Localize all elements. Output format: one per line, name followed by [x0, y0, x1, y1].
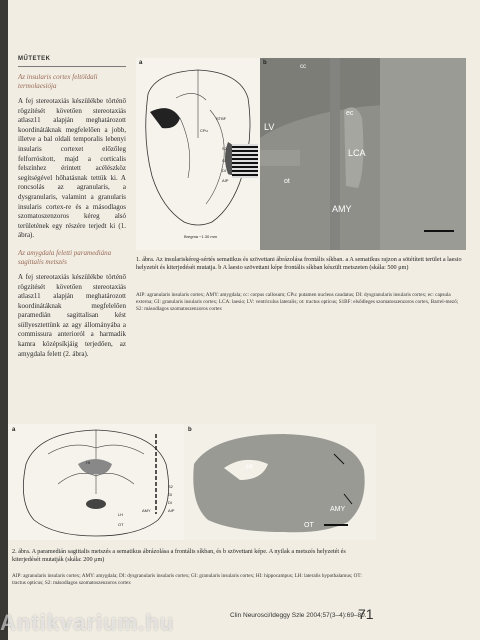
schematic2-label-di: DI [168, 500, 172, 505]
photo-label-amy: AMY [332, 204, 352, 214]
figure1-abbreviations: AIP: agranularis insularis cortex; AMY: amygdala; cc: corpus callosum; CPu: putamen nucleus caudatus; DI: dysgranularis insularis cortex; ec: capsula externa; GI: granularis insularis cortex; LCA: laesio; LV: ventriculus lateralis; ot: tractus opticus; S1BF: elsődleges szomatoszenzoros cortex, Barrel-mező; S2: másodlagos szomatoszenzoros cortex [136, 292, 459, 312]
schematic2-label-ot: OT [118, 522, 124, 527]
journal-page [8, 0, 480, 640]
figure-1 [136, 58, 466, 250]
bregma-label: Bregma −1.30 mm [184, 234, 218, 239]
schematic-label-s2: S2 [222, 146, 227, 151]
schematic2-label-s2: S2 [168, 484, 173, 489]
paragraph-2: A fej stereotaxiás készülékbe történő rögzítését követően stereotaxiás atlasz11 alapján meghatározott koordinátáknak megfelelően paramedián sagittalisan kést süllyesztettünk az agy állományába a commissura anterioról a harmadik kamra középsíkjáig terjedően, az amygdala felett (2. ábra). [18, 272, 126, 358]
figure2-caption: 2. ábra. A paramedián sagittalis metszés a sematikus ábrázolása a frontális síkban, és b szövettani képe. A nyilak a metszés helyzetét és kiterjedését mutatják (skála: 200 μm) [12, 548, 346, 563]
figure1-panel-a-label: a [139, 60, 143, 66]
schematic-label-gi: GI [222, 158, 227, 163]
figure1-schematic-panel [136, 58, 260, 250]
section-tag: MŰTETEK [18, 56, 51, 62]
photo-label-cc: cc [300, 64, 306, 70]
photo2-label-amy: AMY [330, 506, 346, 513]
section1-title: Az insularis cortex feltöldali termolaesiója [18, 73, 98, 90]
schematic2-label-gi: GI [168, 492, 173, 497]
figure2-schematic-panel [8, 424, 184, 540]
section2-title: Az amygdala feletti paramediána sagittalis metszés [18, 248, 112, 266]
figure2-panel-b-label: b [188, 427, 192, 433]
schematic2-label-aip: AIP [168, 508, 175, 513]
photo-label-lv: LV [264, 122, 275, 132]
sagittal-section-schematic [8, 424, 184, 540]
histology-image-2 [184, 424, 376, 540]
book-gutter-shadow [0, 0, 8, 640]
schematic2-label-lh: LH [118, 512, 124, 517]
left-text-column [18, 66, 126, 367]
schematic-label-aip: AIP [222, 178, 229, 183]
coronal-section-schematic [136, 58, 260, 250]
antikvarium-watermark: Antikvarium.hu [0, 610, 175, 635]
figure-2 [8, 424, 480, 540]
figure1-panel-b-label: b [263, 60, 267, 66]
figure1-caption: 1. ábra. Az insulariskéreg-sértés sematikus és szövettani ábrázolása frontális síkban. a A sematikus rajzon a sötétített terület a laesio helyzetét és kiterjedését mutatja. b A laesio szövettani képe frontális síkban készült metszeten (skála: 500 μm) [136, 256, 462, 271]
schematic2-label-hi: HI [86, 460, 90, 465]
figure2-histology-photo [184, 424, 376, 540]
page-number: 71 [358, 606, 374, 622]
photo2-label-ot: OT [304, 522, 314, 529]
schematic2-label-amy: AMY [142, 508, 151, 513]
section-rule [18, 66, 126, 67]
photo-label-ec: ec [346, 110, 354, 117]
photo-label-lca: LCA [348, 148, 366, 158]
schematic-label-stbf: STBF [216, 116, 227, 121]
photo2-label-hi: HI [246, 464, 253, 471]
figure2-abbreviations: AIP: agranularis insularis cortex; AMY: amygdala; DI: dysgranularis insularis cortex; GI: granularis insularis cortex; HI: hippocampus; LH: lateralis hypothalamus; OT: tractus opticus; S2: másodlagos szomatoszenzoros cortex [12, 573, 362, 586]
figure2-panel-a-label: a [12, 427, 16, 433]
journal-citation: Clin Neurosci/Ideggy Szle 2004;57(3–4):69–80. [230, 612, 367, 619]
figure1-histology-photo [260, 58, 466, 250]
paragraph-1: A fej stereotaxiás készülékbe történő rögzítését követően stereotaxiás atlasz11 alapján meghatározott koordinátáknak megfelelően a jobb, illetve a bal oldali temporalis lebenyi insularis cortexet előzőleg felforrósított, majd a corticalis felszínhez érintett acélészköz segítségével hőhatásnak tettük ki. A roncsolás az agranularis, a dysgranularis, valamint a granularis insularis cortex-re és a másodlagos szomatoszenzoros kéreg alsó területének egy részére terjedt ki (1. ábra). [18, 97, 126, 240]
schematic-label-di: DI [222, 168, 226, 173]
schematic-label-cpu: CPu [200, 128, 208, 133]
photo-label-ot: ot [284, 178, 290, 185]
